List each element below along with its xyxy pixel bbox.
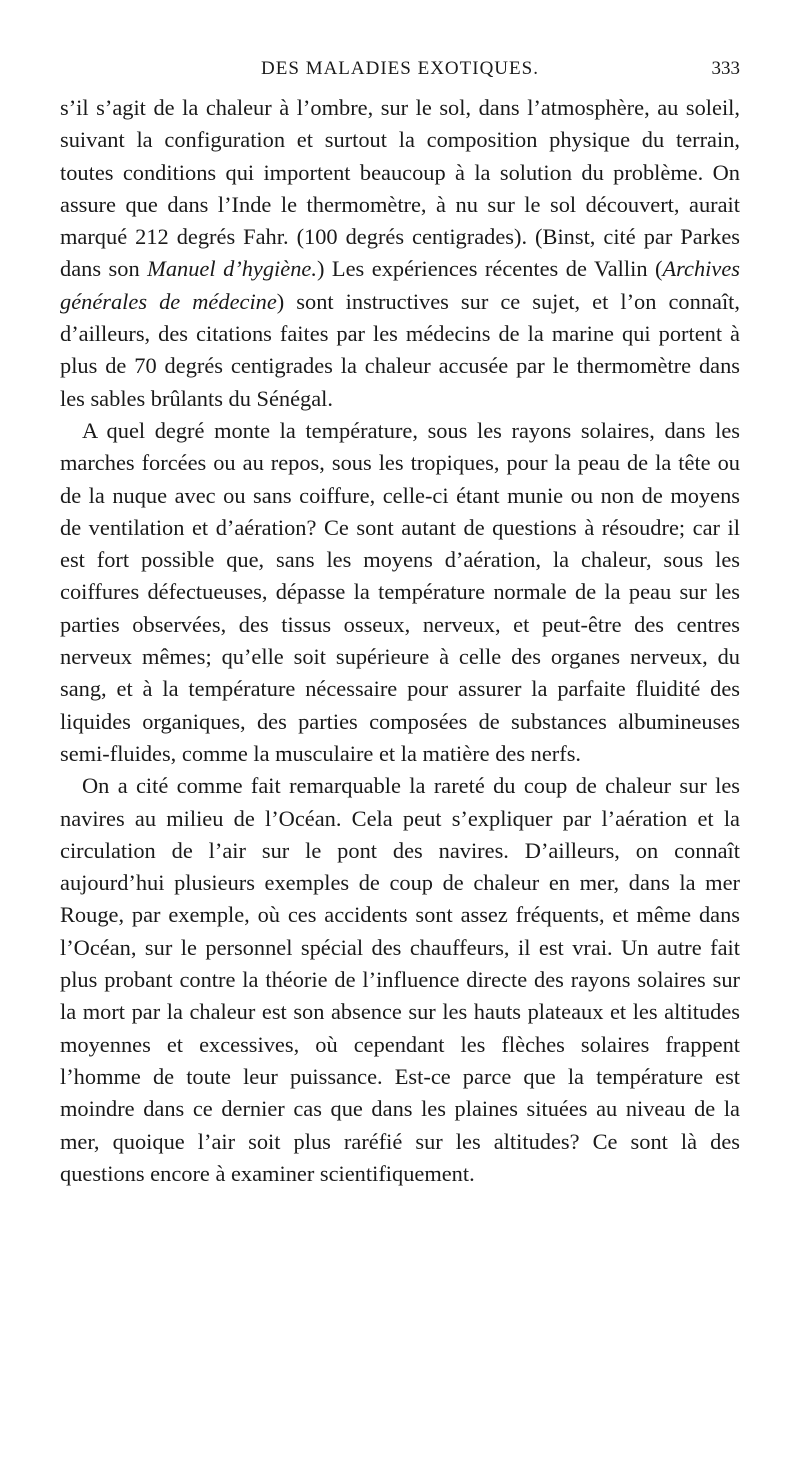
paragraph-1	[60, 92, 740, 415]
citation-manuel-hygiene: Manuel d’hygiène.	[147, 256, 317, 282]
paragraph-1-text-b: ) Les expériences récentes de Vallin (	[316, 256, 663, 282]
page-number: 333	[711, 58, 740, 79]
paragraph-2: A quel degré monte la température, sous les rayons solaires, dans les marches forcées ou au repos, sous les tropiques, pour la peau de la tête ou de la nuque avec ou sans coiffure, celle-ci étant munie ou non de moyens de ventilation et d’aération? Ce sont autant de questions à résoudre; car il est fort possible que, sans les moyens d’aération, la chaleur, sous les coiffures défectueuses, dépasse la température normale de la peau sur les parties observées, des tissus osseux, nerveux, et peut-être des centres nerveux mêmes; qu’elle soit supérieure à celle des organes nerveux, du sang, et à la température nécessaire pour assurer la parfaite fluidité des liquides organiques, des parties composées de substances albumineuses semi-fluides, comme la musculaire et la matière des nerfs.	[60, 417, 740, 766]
running-head	[60, 58, 740, 84]
paragraph-1-text-c: ) sont instructives sur ce sujet, et l’on connaît, d’ailleurs, des citations faites par les médecins de la marine qui portent à plus de 70 degrés centigrades la chaleur accusée par le thermomètre dans les sables brûlants du Sénégal.	[60, 288, 740, 411]
citation-archives-generales: Archives générales de médecine	[60, 256, 740, 314]
paragraph-3: On a cité comme fait remarquable la rareté du coup de chaleur sur les navires au milieu de l’Océan. Cela peut s’expliquer par l’aération et la circulation de l’air sur le pont des navires. D’ailleurs, on connaît aujourd’hui plusieurs exemples de coup de chaleur en mer, dans la mer Rouge, par exemple, où ces accidents sont assez fréquents, et même dans l’Océan, sur le personnel spécial des chauffeurs, il est vrai. Un autre fait plus probant contre la théorie de l’influence directe des rayons solaires sur la mort par la chaleur est son absence sur les hauts plateaux et les altitudes moyennes et excessives, où cependant les flèches solaires frappent l’homme de toute leur puissance. Est-ce parce que la température est moindre dans ce dernier cas que dans les plaines situées au niveau de la mer, quoique l’air soit plus raréfié sur les altitudes? Ce sont là des questions encore à examiner scientifiquement.	[60, 773, 740, 1186]
running-title: DES MALADIES EXOTIQUES.	[261, 58, 539, 79]
paragraph-1-text-a: s’il s’agit de la chaleur à l’ombre, sur le sol, dans l’atmosphère, au soleil, suivant la configuration et surtout la composition physique du terrain, toutes conditions qui importent beaucoup à la solution du problème. On assure que dans l’Inde le thermomètre, à nu sur le sol découvert, aurait marqué 212 degrés Fahr. (100 degrés centigrades). (Binst, cité par Parkes dans son	[60, 95, 740, 282]
body-text	[60, 92, 740, 1190]
